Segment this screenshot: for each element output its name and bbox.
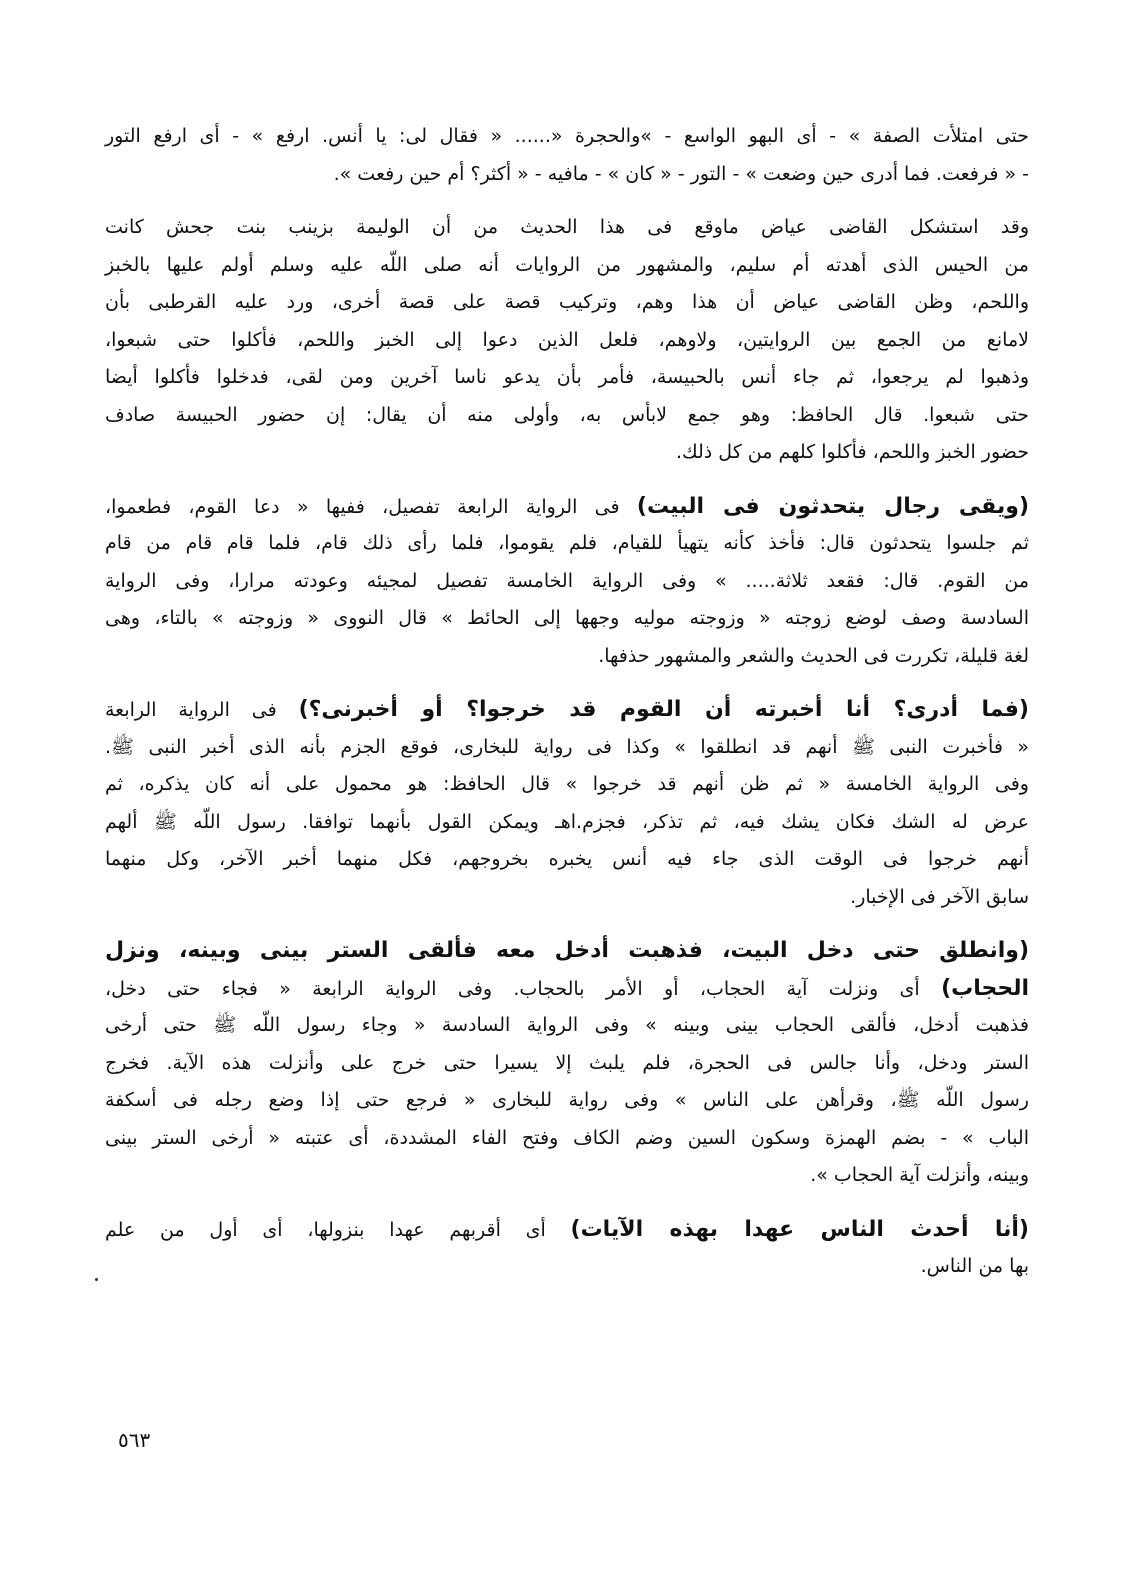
line-text: « فأخبرت النبى ﷺ أنهم قد انطلقوا » وكذا فى رواية للبخارى، فوقع الجزم بأنه الذى أخبر النبى ﷺ. <box>105 735 1029 758</box>
paragraph <box>105 209 1029 472</box>
line-text: حتى امتلأت الصفة » - أى البهو الواسع - »والحجرة «...... « فقال لى: يا أنس. ارفع » - أى ارفع التور <box>105 125 1029 147</box>
bold-quoted-phrase: الحجاب) <box>941 975 1029 1001</box>
line-text: وبينه، وأنزلت آية الحجاب ». <box>810 1164 1029 1186</box>
text-line <box>105 1007 1029 1045</box>
text-line <box>105 1082 1029 1120</box>
line-text: حضور الخبز واللحم، فأكلوا كلهم من كل ذلك. <box>675 441 1029 463</box>
line-text: عرض له الشك فكان يشك فيه، ثم تذكر، فجزم.اهـ ويمكن القول بأنهما توافقا. رسول اللّه ﷺ ألهم <box>105 810 1029 833</box>
text-line <box>105 488 1029 526</box>
line-text: بها من الناس. <box>920 1255 1029 1277</box>
text-line <box>105 804 1029 842</box>
line-text: رسول اللّه ﷺ، وقرأهن على الناس » وفى رواية للبخارى « فرجع حتى إذا وضع رجله فى أسكفة <box>105 1089 1029 1111</box>
text-line <box>105 434 1029 472</box>
line-text: السادسة وصف لوضع زوجته « وزوجته موليه وجهها إلى الحائط » قال النووى « وزوجته » بالتاء، وهى <box>105 607 1029 629</box>
text-line <box>105 359 1029 397</box>
line-text: أى أقربهم عهدا بنزولها، أى أول من علم <box>105 1218 571 1241</box>
text-line <box>105 879 1029 917</box>
line-text: فذهبت أدخل، فألقى الحجاب بينى وبينه » وفى الرواية السادسة « وجاء رسول اللّه ﷺ حتى أرخى <box>105 1014 1029 1036</box>
text-line <box>105 970 1029 1008</box>
line-text: وفى الرواية الخامسة « ثم ظن أنهم قد خرجوا » قال الحافظ: هو محمول على أنه كان يذكره، ثم <box>105 773 1029 795</box>
line-text: الباب » - بضم الهمزة وسكون السين وضم الكاف وفتح الفاء المشددة، أى عتبته « أرخى الستر بينى <box>105 1126 1029 1149</box>
text-line <box>105 563 1029 601</box>
text-line <box>105 525 1029 563</box>
text-line <box>105 397 1029 435</box>
line-text: وذهبوا لم يرجعوا، ثم جاء أنس بالحبيسة، فأمر بأن يدعو ناسا آخرين ومن لقى، فدخلوا فأكلوا أيضا <box>105 366 1029 388</box>
text-line <box>105 841 1029 879</box>
page-body <box>105 118 1029 1302</box>
text-line <box>105 691 1029 729</box>
line-text: من الحيس الذى أهدته أم سليم، والمشهور من الروايات أنه صلى اللّه عليه وسلم أولم عليها بالخبز <box>105 253 1029 276</box>
paragraph <box>105 488 1029 676</box>
line-text: من القوم. قال: فقعد ثلاثة..... » وفى الرواية الخامسة تفصيل لمجيئه وعودته مرارا، وفى الرواية <box>105 569 1029 592</box>
line-text: ثم جلسوا يتحدثون قال: فأخذ كأنه يتهيأ للقيام، فلم يقوموا، فلما رأى ذلك قام، فلما قام قام من قام <box>105 532 1029 554</box>
paragraph <box>105 118 1029 193</box>
line-text: أنهم خرجوا فى الوقت الذى جاء فيه أنس يخبره بخروجهم، فكل منهما أخبر الآخر، وكل منهما <box>105 848 1029 870</box>
page-number: ٥٦٣ <box>118 1428 151 1452</box>
line-text: الستر ودخل، وأنا جالس فى الحجرة، فلم يلبث إلا يسيرا حتى خرج على وأنزلت هذه الآية. فخرج <box>105 1051 1029 1074</box>
paragraph <box>105 691 1029 916</box>
text-line <box>105 156 1029 194</box>
text-line <box>105 118 1029 156</box>
text-line <box>105 932 1029 970</box>
text-line <box>105 322 1029 360</box>
line-text: لغة قليلة، تكررت فى الحديث والشعر والمشهور حذفها. <box>598 644 1029 667</box>
text-line <box>105 1211 1029 1249</box>
text-line <box>105 600 1029 638</box>
line-text: أى ونزلت آية الحجاب، أو الأمر بالحجاب. وفى الرواية الرابعة « فجاء حتى دخل، <box>105 977 942 1000</box>
scan-speck <box>95 1278 98 1281</box>
line-text: فى الرواية الرابعة تفصيل، ففيها « دعا القوم، فطعموا، <box>105 495 637 518</box>
line-text: - « فرفعت. فما أدرى حين وضعت » - التور - « كان » - مافيه - « أكثر؟ أم حين رفعت ». <box>333 162 1029 185</box>
text-line <box>105 1248 1029 1286</box>
text-line <box>105 1045 1029 1083</box>
line-text: فى الرواية الرابعة <box>105 699 299 721</box>
bold-quoted-phrase: (أنا أحدث الناس عهدا بهذه الآيات) <box>570 1216 1029 1242</box>
text-line <box>105 638 1029 676</box>
text-line <box>105 766 1029 804</box>
text-line <box>105 284 1029 322</box>
paragraph <box>105 932 1029 1195</box>
text-line <box>105 209 1029 247</box>
bold-quoted-phrase: (وانطلق حتى دخل البيت، فذهبت أدخل معه فألقى الستر بينى وبينه، ونزل <box>105 938 1029 963</box>
text-line <box>105 247 1029 285</box>
line-text: سابق الآخر فى الإخبار. <box>850 885 1029 908</box>
text-line <box>105 1120 1029 1158</box>
line-text: وقد استشكل القاضى عياض ماوقع فى هذا الحديث من أن الوليمة بزينب بنت جحش كانت <box>105 216 1029 238</box>
line-text: واللحم، وظن القاضى عياض أن هذا وهم، وتركيب قصة على قصة أخرى، ورد عليه القرطبى بأن <box>105 291 1029 313</box>
text-line <box>105 1157 1029 1195</box>
bold-quoted-phrase: (ويقى رجال يتحدثون فى البيت) <box>636 493 1029 519</box>
paragraph <box>105 1211 1029 1286</box>
line-text: لامانع من الجمع بين الروايتين، ولاوهم، فلعل الذين دعوا إلى الخبز واللحم، فأكلوا حتى شبعوا، <box>105 328 1029 351</box>
text-line <box>105 729 1029 767</box>
bold-quoted-phrase: (فما أدرى؟ أنا أخبرته أن القوم قد خرجوا؟ أو أخبرنى؟) <box>298 697 1029 722</box>
line-text: حتى شبعوا. قال الحافظ: وهو جمع لابأس به، وأولى منه أن يقال: إن حضور الحبيسة صادف <box>105 403 1029 426</box>
